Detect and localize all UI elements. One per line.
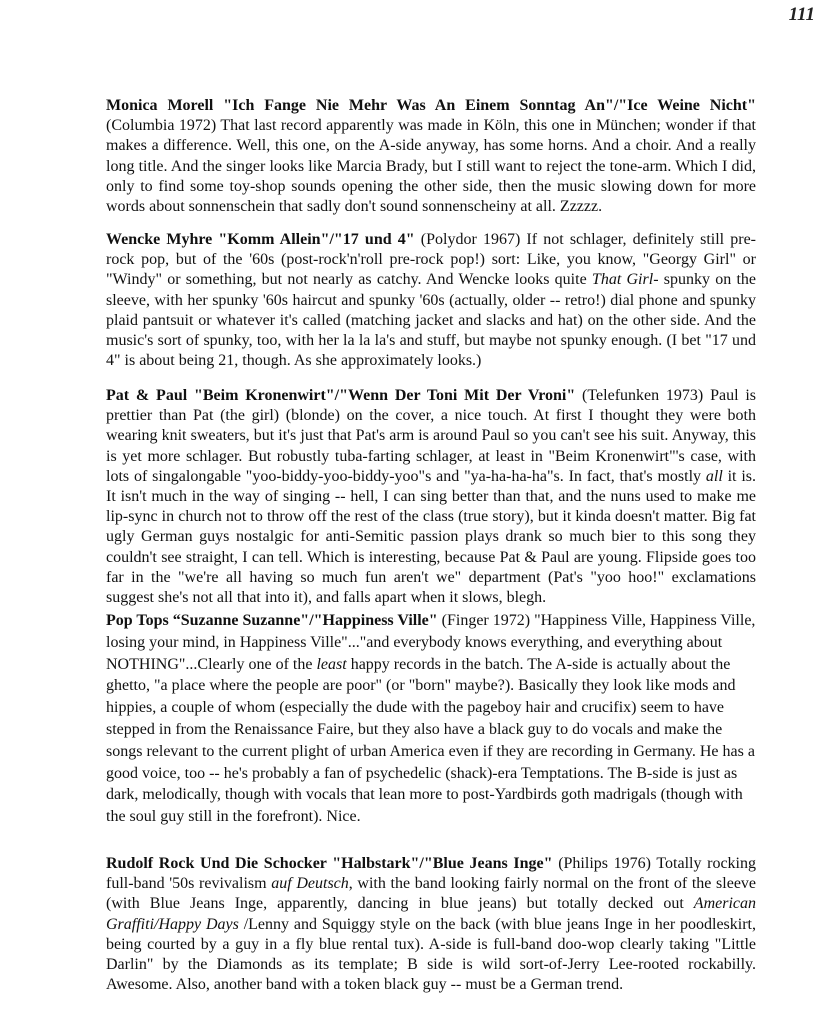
review-text: happy records in the batch. The A-side is actually about the ghetto, "a place where the people are poor" (or "born" maybe?). Basically they look like mods and hippies, a couple of whom (especially the dude with the pageboy hair and crucifix) seem to have stepped in from the Renaissance Faire, but they also have a black guy to do vocals and make the songs relevant to the current plight of urban America even if they are recording in Germany. He has a good voice, too -- he's probably a fan of psychedelic (shack)-era Temptations. The B-side is just as dark, melodically, though with vocals that lean more to post-Yardbirds goth madrigals (though with the soul guy still in the forefront). Nice. xyxy=(106,655,755,826)
review-text: (Philips 1976) Totally rocking full-band '50s revivalism xyxy=(106,855,757,893)
review-text: (Columbia 1972) That last record apparently was made in Köln, this one in München; wonder if that makes a difference. Well, this one, on the A-side anyway, has some horns. And a choir. And a really long title. And the singer looks like Marcia Brady, but I still want to reject the tone-arm. Which I did, only to find some toy-shop sounds opening the other side, then the music slowing down for more words about sonnenschein that sadly don't sound sonnenscheiny at all. Zzzzz. xyxy=(106,117,756,216)
review-text: , with the band looking fairly normal on the front of the sleeve (with Blue Jeans Inge, apparently, dancing in blue jeans) but totally decked out xyxy=(106,875,757,913)
review-text: (Telefunken 1973) Paul is prettier than Pat (the girl) (blonde) on the cover, a nice touch. At first I thought they were both wearing knit sweaters, but it's just that Pat's arm is around Paul so you can't see his suit. Anyway, this is yet more schlager. But robustly tuba-farting schlager, at least in "Beim Kronenwirt"'s case, with lots of singalongable "yoo-biddy-yoo-biddy-yoo"s and "ya-ha-ha-ha"s. In fact, that's mostly xyxy=(106,387,756,485)
review-italic: least xyxy=(316,655,347,673)
review-text: - spunky on the sleeve, with her spunky '60s haircut and spunky '60s (actually, older -- retro!) dial phone and spunky plaid pantsuit or whatever it's called (matching jacket and slacks and hat) on the other side. And the music's sort of spunky, too, with her la la la's and stuff, but maybe not spunky enough. (I bet "17 und 4" is about being 21, though. As she approximately looks.) xyxy=(106,271,757,370)
review-rudolf-rock xyxy=(106,854,756,995)
review-italic: auf Deutsch xyxy=(271,875,349,893)
review-text: (Polydor 1967) If not schlager, definitely still pre-rock pop, but of the '60s (post-rock'n'roll pre-rock pop!) sort: Like, you know, "Georgy Girl" or "Windy" or something, but not nearly as catchy. And Wencke looks quite xyxy=(106,231,757,289)
review-text: it is. It isn't much in the way of singing -- hell, I can sing better than that, and the nuns used to make me lip-sync in church not to throw off the rest of the class (true story), but it kinda doesn't matter. Big fat ugly German guys nostalgic for anti-Semitic passion plays drank so much bier to this song they couldn't see straight, I can tell. Which is interesting, because Pat & Paul are young. Flipside goes too far in the "we're all having so much fun aren't we" department (Pat's "yoo hoo!" exclamations suggest she's not all that into it), and falls apart when it slows, blegh. xyxy=(106,467,756,607)
review-heading: Wencke Myhre "Komm Allein"/"17 und 4" xyxy=(106,231,415,248)
review-heading: Monica Morell "Ich Fange Nie Mehr Was An Einem Sonntag An"/"Ice Weine Nicht" xyxy=(106,97,756,114)
review-pop-tops xyxy=(106,610,756,828)
review-italic: That Girl xyxy=(591,271,654,289)
review-text: (Finger 1972) "Happiness Ville, Happiness Ville, losing your mind, in Happiness Ville"..."and everybody knows everything, and everything about NOTHING"...Clearly one of the xyxy=(106,612,756,673)
review-wencke-myhre xyxy=(106,230,756,371)
review-heading: Pat & Paul "Beim Kronenwirt"/"Wenn Der Toni Mit Der Vroni" xyxy=(106,387,576,404)
review-heading: Pop Tops “Suzanne Suzanne"/"Happiness Ville" xyxy=(106,612,438,629)
review-heading: Rudolf Rock Und Die Schocker "Halbstark"/"Blue Jeans Inge" xyxy=(106,855,553,872)
review-pat-and-paul xyxy=(106,386,756,608)
review-italic: all xyxy=(705,467,723,485)
review-text: /Lenny and Squiggy style on the back (with blue jeans Inge in her poodleskirt, being courted by a guy in a fly blue rental tux). A-side is full-band doo-wop clearly taking "Little Darlin" by the Diamonds as its template; B side is wild sort-of-Jerry Lee-rooted rockabilly. Awesome. Also, another band with a token black guy -- must be a German trend. xyxy=(106,915,756,994)
page-number: 111 xyxy=(788,4,815,25)
review-italic: American Graffiti/Happy Days xyxy=(106,895,756,933)
review-monica-morell xyxy=(106,96,756,217)
